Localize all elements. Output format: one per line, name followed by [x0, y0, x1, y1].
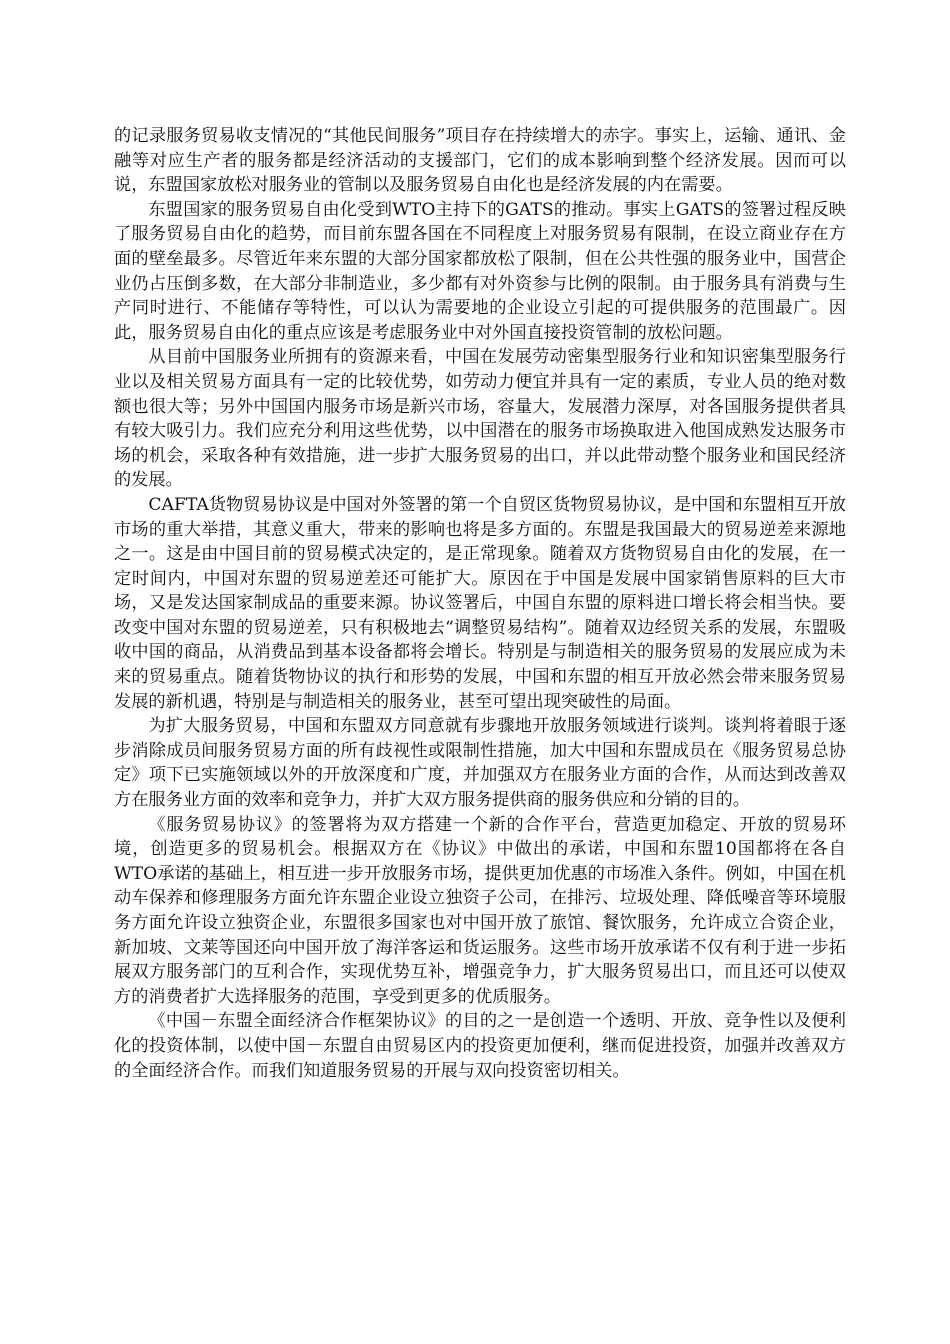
paragraph-china-services: 从目前中国服务业所拥有的资源来看，中国在发展劳动密集型服务行业和知识密集型服务行业以及相关贸易方面具有一定的比较优势，如劳动力便宜并具有一定的素质，专业人员的绝对数额也很大等；另外中国国内服务市场是新兴市场，容量大，发展潜力深厚，对各国服务提供者具有较大吸引力。我们应充分利用这些优势，以中国潜在的服务市场换取进入他国成熟发达服务市场的机会，采取各种有效措施，进一步扩大服务贸易的出口，并以此带动整个服务业和国民经济的发展。 [114, 347, 846, 491]
paragraph-cafta-goods: CAFTA货物贸易协议是中国对外签署的第一个自贸区货物贸易协议，是中国和东盟相互开放市场的重大举措，其意义重大，带来的影响也将是多方面的。东盟是我国最大的贸易逆差来源地之一。这是由中国目前的贸易模式决定的，是正常现象。随着双方货物贸易自由化的发展，在一定时间内，中国对东盟的贸易逆差还可能扩大。原因在于中国是发展中国家销售原料的巨大市场，又是发达国家制成品的重要来源。协议签署后，中国自东盟的原料进口增长将会相当快。要改变中国对东盟的贸易逆差，只有积极地去“调整贸易结构”。随着双边经贸关系的发展，东盟吸收中国的商品，从消费品到基本设备都将会增长。特别是与制造相关的服务贸易的发展应成为未来的贸易重点。随着货物协议的执行和形势的发展，中国和东盟的相互开放必然会带来服务贸易发展的新机遇，特别是与制造相关的服务业，甚至可望出现突破性的局面。 [114, 494, 846, 712]
paragraph-framework-agreement: 《中国－东盟全面经济合作框架协议》的目的之一是创造一个透明、开放、竞争性以及便利化的投资体制，以使中国－东盟自由贸易区内的投资更加便利，继而促进投资，加强并改善双方的全面经济合作。而我们知道服务贸易的开展与双向投资密切相关。 [114, 1011, 846, 1081]
paragraph-continued: 的记录服务贸易收支情况的“其他民间服务”项目存在持续增大的赤字。事实上，运输、通讯、金融等对应生产者的服务都是经济活动的支援部门，它们的成本影响到整个经济发展。因而可以说，东盟国家放松对服务业的管制以及服务贸易自由化也是经济发展的内在需要。 [114, 126, 846, 196]
document-body [114, 124, 846, 1083]
paragraph-negotiation: 为扩大服务贸易，中国和东盟双方同意就有步骤地开放服务领域进行谈判。谈判将着眼于逐步消除成员间服务贸易方面的所有歧视性或限制性措施，加大中国和东盟成员在《服务贸易总协定》项下已实施领域以外的开放深度和广度，并加强双方在服务业方面的合作，从而达到改善双方在服务业方面的效率和竞争力，并扩大双方服务提供商的服务供应和分销的目的。 [114, 716, 846, 811]
paragraph-services-agreement: 《服务贸易协议》的签署将为双方搭建一个新的合作平台，营造更加稳定、开放的贸易环境，创造更多的贸易机会。根据双方在《协议》中做出的承诺，中国和东盟10国都将在各自WTO承诺的基础上，相互进一步开放服务市场，提供更加优惠的市场准入条件。例如，中国在机动车保养和修理服务方面允许东盟企业设立独资子公司，在排污、垃圾处理、降低噪音等环境服务方面允许设立独资企业，东盟很多国家也对中国开放了旅馆、餐饮服务，允许成立合资企业，新加坡、文莱等国还向中国开放了海洋客运和货运服务。这些市场开放承诺不仅有利于进一步拓展双方服务部门的互利合作，实现优势互补，增强竞争力，扩大服务贸易出口，而且还可以使双方的消费者扩大选择服务的范围，享受到更多的优质服务。 [114, 814, 846, 1007]
paragraph-gats: 东盟国家的服务贸易自由化受到WTO主持下的GATS的推动。事实上GATS的签署过程反映了服务贸易自由化的趋势，而目前东盟各国在不同程度上对服务贸易有限制，在设立商业存在方面的壁垒最多。尽管近年来东盟的大部分国家都放松了限制，但在公共性强的服务业中，国营企业仍占压倒多数，在大部分非制造业，多少都有对外资参与比例的限制。由于服务具有消费与生产同时进行、不能储存等特性，可以认为需要地的企业设立引起的可提供服务的范围最广。因此，服务贸易自由化的重点应该是考虑服务业中对外国直接投资管制的放松问题。 [114, 199, 846, 343]
